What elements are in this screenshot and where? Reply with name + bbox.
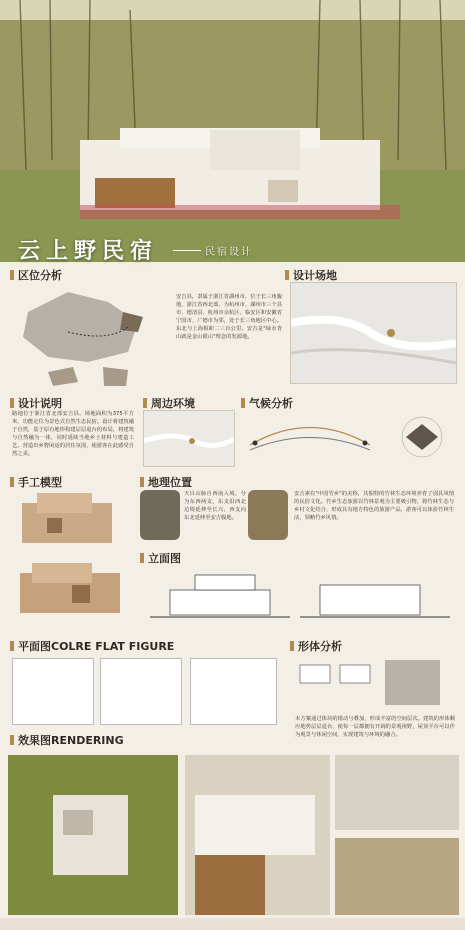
form-diagram	[290, 655, 450, 715]
site-map-illustration	[291, 283, 456, 383]
section-geography-label: 地理位置	[148, 476, 192, 489]
section-marker	[10, 398, 14, 408]
floor-plan-1	[12, 658, 94, 725]
site-map	[290, 282, 457, 384]
form-illustration	[290, 655, 450, 715]
section-location	[10, 267, 62, 283]
climate-chart	[245, 410, 375, 465]
elevation-illustration-1	[150, 565, 290, 630]
section-location-label: 区位分析	[18, 269, 62, 282]
page-subtitle: 民宿设计	[205, 247, 253, 258]
village-description: 安吉素有"中国竹乡"的美称，其独特的竹林生态环境养育了别具风情的民俗文化。竹乡生态旅游以竹林景观为主要吸引物，将竹林生态与乡村文化结合，形成具有地方特色的旅游产品，游客可以体验竹林生活，领略竹乡风情。	[294, 491, 454, 521]
terrace-photo	[140, 490, 180, 540]
section-geography	[140, 474, 192, 490]
wind-rose-illustration	[388, 410, 456, 465]
section-design-note	[10, 395, 62, 411]
section-rendering-label: 效果图RENDERING	[18, 734, 124, 747]
section-marker	[143, 398, 147, 408]
section-marker	[140, 553, 144, 563]
bamboo-photo	[248, 490, 288, 540]
section-marker	[10, 735, 14, 745]
rendering-aerial	[8, 755, 178, 915]
floor-plan-3	[190, 658, 277, 725]
elevation-drawing-2	[300, 565, 450, 630]
section-climate-label: 气候分析	[249, 397, 293, 410]
model-photo-2	[12, 555, 134, 620]
section-elevation-label: 立面图	[148, 552, 181, 565]
section-surroundings	[143, 395, 195, 411]
section-marker	[10, 641, 14, 651]
section-marker	[285, 270, 289, 280]
wind-rose	[388, 410, 456, 465]
exterior-rendering-illustration	[185, 755, 330, 915]
section-marker	[10, 270, 14, 280]
page-footer-band	[0, 918, 465, 930]
floor-plan-2	[100, 658, 182, 725]
section-marker	[10, 477, 14, 487]
climate-curve-illustration	[245, 410, 375, 465]
page-title: 云上野民宿	[18, 238, 159, 264]
hero-rendering	[0, 0, 465, 262]
elevation-illustration-2	[300, 565, 450, 630]
design-description: 路地位于浙江省北部安吉县。场地面积为375平方米，功能定位为景色式自然生态民宿。设计将建筑融于自然，基于原有地形构建层层退台的布局，将建筑与自然融为一体，同时延续当地乡土材料与建造工艺，营造出乡野闲适的居住氛围，使游客在此感受自然之美。	[12, 411, 134, 457]
rendering-exterior	[185, 755, 330, 915]
surroundings-map	[143, 410, 235, 467]
subtitle-rule	[173, 250, 201, 251]
section-plan-label: 平面图COLRE FLAT FIGURE	[18, 640, 175, 653]
location-map	[8, 282, 168, 387]
section-design-note-label: 设计说明	[18, 397, 62, 410]
section-marker	[140, 477, 144, 487]
section-marker	[241, 398, 245, 408]
section-marker	[290, 641, 294, 651]
elevation-drawing-1	[150, 565, 290, 630]
section-site-label: 设计场地	[293, 269, 337, 282]
section-form-label: 形体分析	[298, 640, 342, 653]
section-site	[285, 267, 337, 283]
location-description: 安吉县，隶属于浙江省湖州市，位于长三角腹地，浙江省西北部，为杭州市、湖州市三个县市、德清县、杭州市余杭区、临安区和安徽省宁国市、广德市为邻，处于长三角地区中心。东北与上海相距二三百公里。安吉是"绿水青山就是金山银山"理念的发源地。	[176, 294, 282, 340]
form-description: 本方案通过体块的错动与叠加，形成丰富的空间层次。建筑的形体顺应地势层层退台，使每一层都拥有开阔的景观视野，屋顶平台可以作为观景与休闲空间，实现建筑与环境的融合。	[295, 716, 455, 738]
model-illustration-2	[12, 555, 134, 620]
geography-description: 天目山脉自西南入境，分为东西两支，东支沿西北边境延伸至长兴，西支向东北延伸至安吉腹地。	[184, 491, 246, 521]
hero-building-illustration	[0, 0, 465, 262]
surroundings-map-illustration	[144, 411, 234, 466]
section-plan	[10, 638, 174, 654]
section-elevation	[140, 550, 181, 566]
rendering-interior	[335, 755, 459, 830]
aerial-rendering-illustration	[8, 755, 178, 915]
model-illustration-1	[12, 488, 127, 550]
china-map-illustration	[8, 282, 168, 387]
section-surroundings-label: 周边环境	[151, 397, 195, 410]
model-photo-1	[12, 488, 127, 550]
section-form	[290, 638, 342, 654]
rendering-courtyard	[335, 838, 459, 915]
section-handmade-model-label: 手工模型	[18, 476, 62, 489]
section-rendering	[10, 732, 124, 748]
section-climate	[241, 395, 293, 411]
